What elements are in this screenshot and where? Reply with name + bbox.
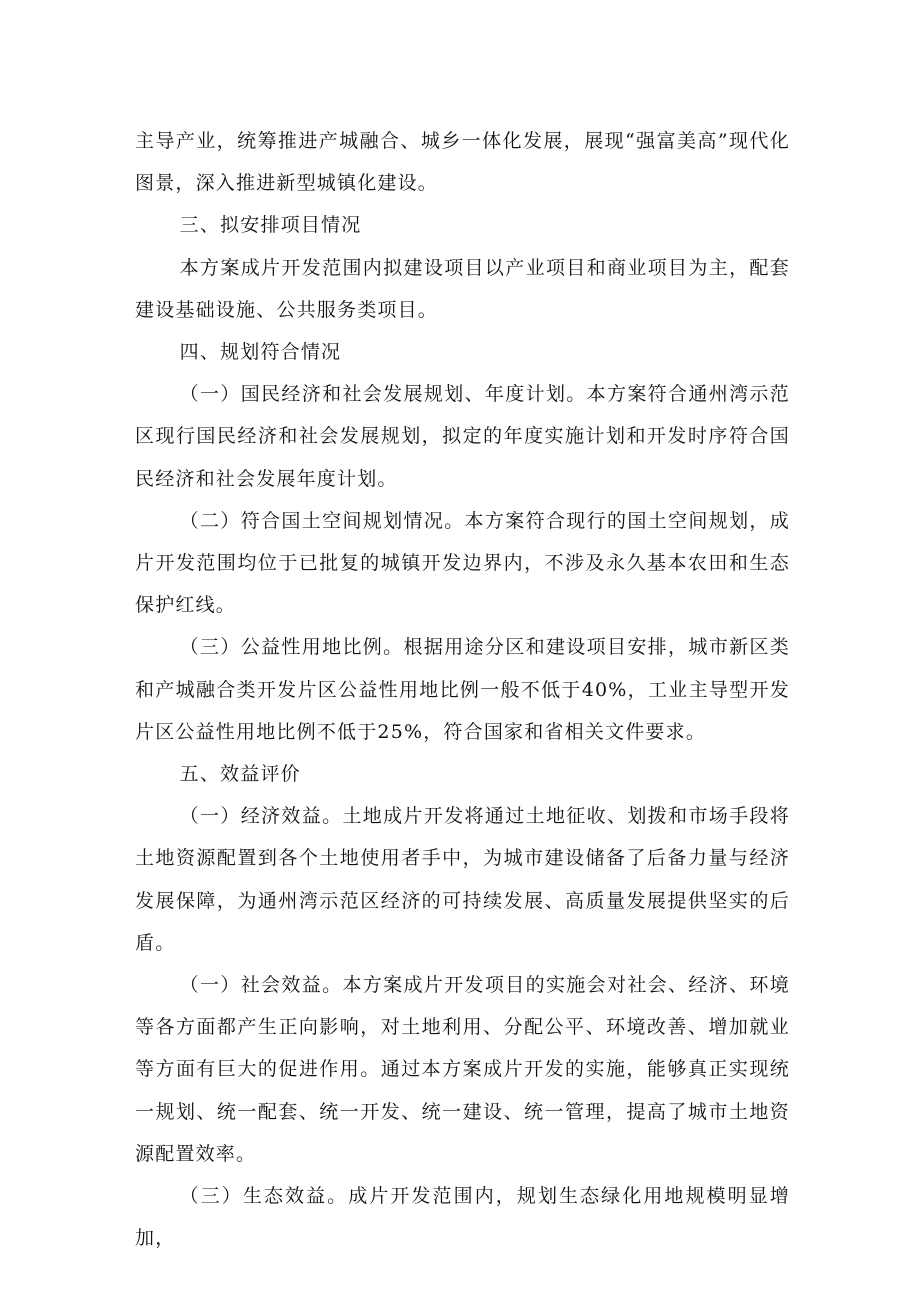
paragraph-continuation: 主导产业，统筹推进产城融合、城乡一体化发展，展现“强富美高”现代化图景，深入推进新型城镇化建设。 [135, 130, 790, 195]
paragraph: （一）经济效益。土地成片开发将通过土地征收、划拨和市场手段将土地资源配置到各个土地使用者手中，为城市建设储备了后备力量与经济发展保障，为通州湾示范区经济的可持续发展、高质量发展提供坚实的后盾。 [135, 805, 790, 954]
paragraph: （一）国民经济和社会发展规划、年度计划。本方案符合通州湾示范区现行国民经济和社会发展规划，拟定的年度实施计划和开发时序符合国民经济和社会发展年度计划。 [135, 383, 790, 490]
section-heading-3: 三、拟安排项目情况 [179, 214, 362, 237]
paragraph: （三）公益性用地比例。根据用途分区和建设项目安排，城市新区类和产城融合类开发片区公益性用地比例一般不低于40%，工业主导型开发片区公益性用地比例不低于25%，符合国家和省相关文件要求。 [135, 636, 790, 743]
document-body [135, 120, 790, 1259]
section-heading-4: 四、规划符合情况 [179, 341, 342, 364]
paragraph: （三）生态效益。成片开发范围内，规划生态绿化用地规模明显增加， [135, 1185, 790, 1250]
paragraph: （二）符合国土空间规划情况。本方案符合现行的国土空间规划，成片开发范围均位于已批复的城镇开发边界内，不涉及永久基本农田和生态保护红线。 [135, 509, 790, 617]
paragraph: （一）社会效益。本方案成片开发项目的实施会对社会、经济、环境等各方面都产生正向影响，对土地利用、分配公平、环境改善、增加就业等方面有巨大的促进作用。通过本方案成片开发的实施，能够真正实现统一规划、统一配套、统一开发、统一建设、统一管理，提高了城市土地资源配置效率。 [135, 974, 790, 1165]
section-heading-5: 五、效益评价 [179, 763, 301, 786]
paragraph: 本方案成片开发范围内拟建设项目以产业项目和商业项目为主，配套建设基础设施、公共服务类项目。 [135, 256, 790, 321]
